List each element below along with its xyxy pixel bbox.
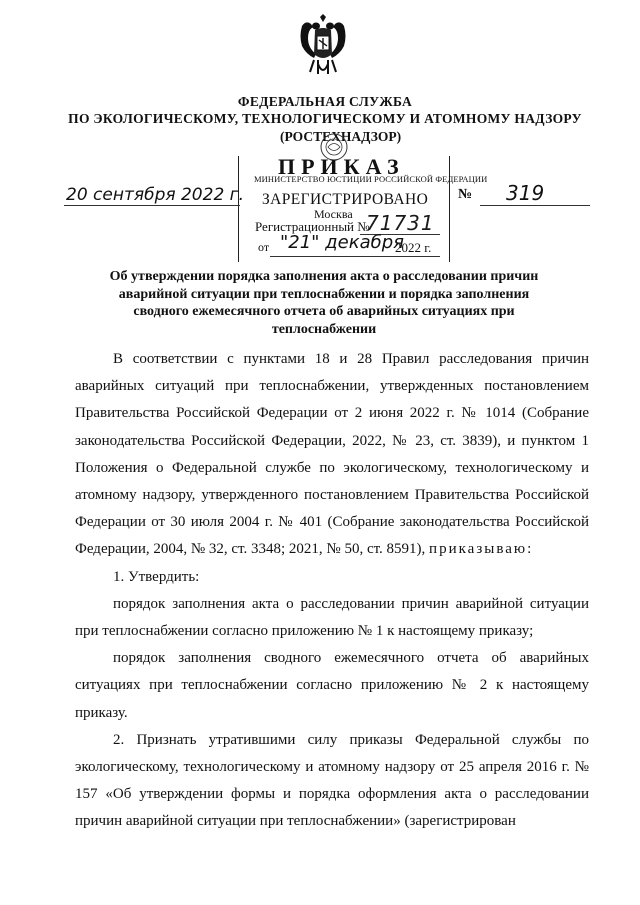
order-number: 319	[506, 181, 545, 205]
order-date-underline	[64, 205, 240, 206]
order-number-label: №	[458, 187, 473, 202]
stamp-date-handwritten: "21" декабря	[280, 232, 404, 253]
document-type: ПРИКАЗ	[278, 154, 405, 179]
org-name-line1: ФЕДЕРАЛЬНАЯ СЛУЖБА	[237, 94, 413, 109]
paragraph-2: 2. Признать утратившими силу приказы Федеральной службы по экологическому, технологическому и атомному надзору от 25 апреля 2016 г. № 157 «Об утверждении формы и порядка оформления акта о расследовании причин аварийной ситуации при теплоснабжении» (зарегистрирован	[75, 731, 589, 830]
org-short-name: (РОСТЕХНАДЗОР)	[280, 129, 402, 144]
russian-coat-of-arms-icon	[296, 14, 350, 78]
stamp-regnum-value: 71731	[366, 211, 435, 235]
stamp-city: Москва	[314, 207, 353, 221]
order-number-underline	[480, 205, 590, 206]
stamp-date-underline	[270, 256, 440, 257]
paragraph-1a: порядок заполнения акта о расследовании причин аварийной ситуации при теплоснабжении согласно приложению № 1 к настоящему приказу;	[75, 595, 589, 640]
paragraph-1: 1. Утвердить:	[113, 568, 200, 585]
intro-paragraph	[75, 346, 589, 564]
intro-text: В соответствии с пунктами 18 и 28 Правил расследования причин аварийных ситуаций при теплоснабжении, утвержденных постановлением Правительства Российской Федерации от 2 июня 2022 г. № 1014 (Собрание законодательства Российской Федерации, 2022, № 23, ст. 3839), и пунктом 1 Положения о Федеральной службе по экологическому, технологическому и атомному надзору, утвержденного постановлением Правительства Российской Федерации от 30 июля 2004 г. № 401 (Собрание законодательства Российской Федерации, 2004, № 32, ст. 3348; 2021, № 50, ст. 8591),	[75, 351, 589, 558]
paragraph-1b: порядок заполнения сводного ежемесячного отчета об аварийных ситуациях при теплоснабжении согласно приложению № 2 к настоящему приказу.	[75, 650, 589, 721]
stamp-regnum-label: Регистрационный №	[255, 219, 370, 234]
document-title: Об утверждении порядка заполнения акта о расследовании причин аварийной ситуации при теплоснабжении и порядка заполнения сводного ежемесячного отчета об аварийных ситуациях при теплоснабжении	[109, 269, 539, 337]
stamp-date-prefix: от	[258, 240, 270, 254]
intro-action: приказываю:	[429, 541, 534, 558]
stamp-ministry: МИНИСТЕРСТВО ЮСТИЦИИ РОССИЙСКОЙ ФЕДЕРАЦИИ	[254, 174, 488, 184]
stamp-date-year: 2022 г.	[395, 240, 432, 255]
document-body	[75, 346, 589, 836]
order-date: 20 сентября 2022 г.	[66, 185, 244, 205]
org-name-line2: ПО ЭКОЛОГИЧЕСКОМУ, ТЕХНОЛОГИЧЕСКОМУ И АТОМНОМУ НАДЗОРУ	[68, 111, 582, 126]
stamp-registered: ЗАРЕГИСТРИРОВАНО	[262, 191, 429, 208]
